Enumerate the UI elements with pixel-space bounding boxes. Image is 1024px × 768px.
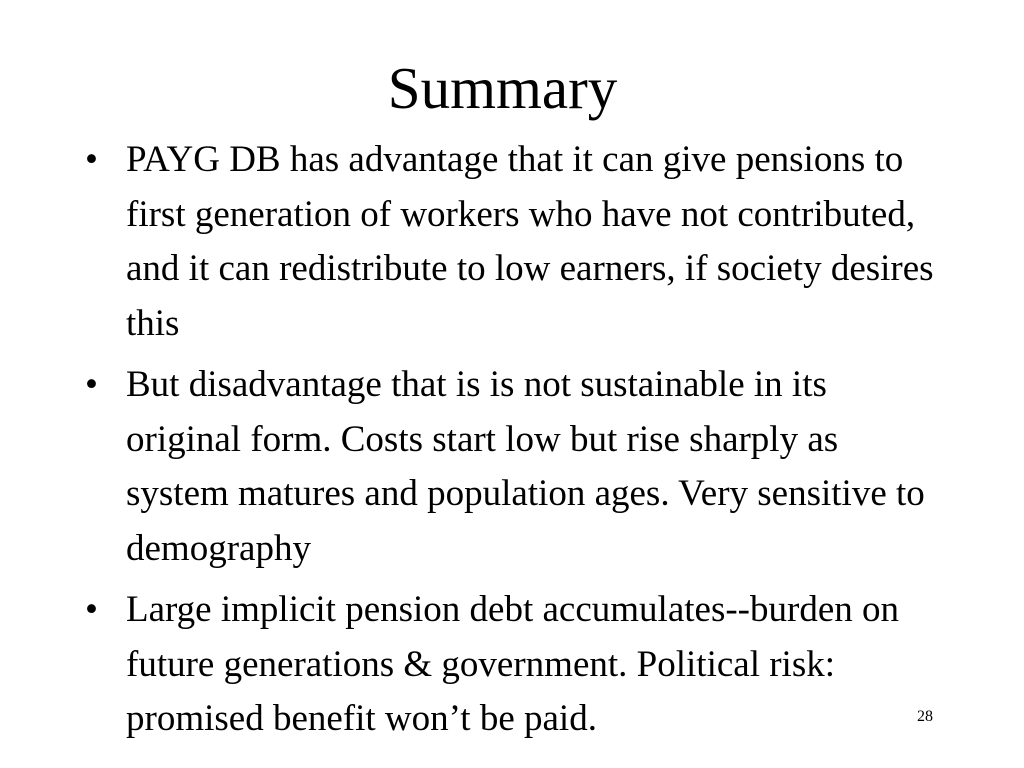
bullet-list: [0, 133, 1024, 754]
bullet-item-pension-debt: [0, 583, 946, 747]
bullet-text: But disadvantage that is is not sustainable in its original form. Costs start low but rise sharply as system matures and population ages. Very sensitive to demography: [126, 364, 925, 569]
bullet-text: Large implicit pension debt accumulates--burden on future generations & government. Political risk: promised benefit won’t be paid.: [126, 589, 899, 739]
bullet-marker: •: [85, 589, 98, 630]
bullet-marker: •: [85, 364, 98, 405]
bullet-item-advantage: [0, 133, 946, 351]
slide-title: Summary: [387, 55, 618, 121]
bullet-marker: •: [85, 139, 98, 180]
slide-number: 28: [917, 708, 933, 725]
bullet-item-disadvantage: [0, 358, 946, 576]
bullet-text: PAYG DB has advantage that it can give pensions to first generation of workers who have not contributed, and it can redistribute to low earners, if society desires this: [126, 139, 934, 344]
